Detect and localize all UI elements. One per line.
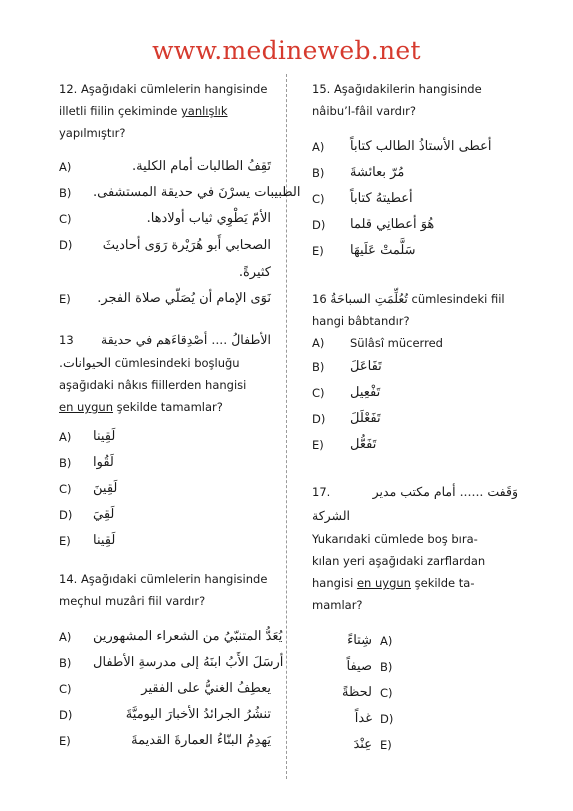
option-label: D)	[312, 412, 326, 426]
q13-line1	[59, 328, 271, 352]
option-label: B)	[380, 660, 393, 674]
option-text: Sülâsî mücerred	[350, 336, 443, 350]
option-label: B)	[312, 360, 325, 374]
option-label: E)	[380, 738, 392, 752]
q12-option-b[interactable]	[59, 180, 301, 206]
right-column	[312, 78, 518, 758]
q14-option-c[interactable]	[59, 676, 271, 702]
option-text: شِتاءً	[347, 633, 372, 648]
q13-arabic-2: الحيوانات.	[59, 355, 112, 370]
option-label: A)	[380, 634, 393, 648]
q13-underlined: en uygun	[59, 400, 113, 414]
option-text: الطبيبات يسرْنَ في حديقة المستشفى.	[93, 185, 301, 200]
option-text: أعطيتهُ كتاباً	[350, 191, 413, 206]
option-text: لَقِيَ	[93, 507, 115, 522]
q13-number: 13	[59, 333, 74, 347]
left-column	[59, 78, 301, 754]
option-text: يعطِفُ الغنيُّ على الفقير	[141, 681, 271, 696]
option-label: E)	[59, 292, 71, 306]
q16-option-a[interactable]	[312, 332, 518, 354]
q12-line2-text: illetli fiilin çekiminde	[59, 104, 181, 118]
option-text: أعطى الأستاذُ الطالب كتاباً	[350, 139, 492, 154]
q14-option-a[interactable]	[59, 624, 283, 650]
q13-option-a[interactable]	[59, 424, 271, 450]
question-16	[312, 288, 518, 458]
question-15	[312, 78, 518, 264]
option-label: C)	[380, 686, 393, 700]
option-text: تَقِفُ الطالبات أمام الكلية.	[132, 159, 271, 174]
q15-option-b[interactable]	[312, 160, 518, 186]
site-watermark: www.medineweb.net	[152, 36, 421, 65]
option-label: C)	[312, 192, 325, 206]
q13-line4-text: şekilde tamamlar?	[113, 400, 223, 414]
q12-option-e[interactable]	[59, 286, 271, 312]
option-text: سَلَّمتْ عَلَيهَا	[350, 243, 416, 258]
q15-line2: nâibu’l-fâil vardır?	[312, 104, 416, 118]
option-text: الأمّ يَطْوِي ثياب أولادها.	[146, 211, 271, 226]
q16-line2: hangi bâbtandır?	[312, 314, 410, 328]
option-text: مُرّ بعائشةَ	[350, 165, 405, 180]
option-label: E)	[59, 734, 71, 748]
q13-option-e[interactable]	[59, 528, 271, 554]
q16-option-c[interactable]	[312, 380, 518, 406]
option-label: B)	[59, 656, 72, 670]
q12-line1: 12. Aşağıdaki cümlelerin hangisinde	[59, 82, 268, 96]
q16-option-b[interactable]	[312, 354, 518, 380]
q13-arabic-1: الأطفالُ .... أصْدِقاءَهم في حديقة	[101, 332, 271, 347]
option-label: D)	[380, 712, 394, 726]
option-label: D)	[312, 218, 326, 232]
option-label: C)	[59, 212, 72, 226]
option-text: أرسَلَ الأَبُ ابنَهُ إلى مدرسةِ الأطفال	[93, 655, 284, 670]
option-label: D)	[59, 238, 73, 252]
q17-option-c[interactable]	[312, 680, 518, 706]
option-text: تَفَعْلَلَ	[350, 411, 381, 426]
option-label: E)	[312, 438, 324, 452]
option-label: C)	[312, 386, 325, 400]
q17-arabic-2: الشركة	[312, 508, 350, 523]
option-text: نَوَى الإمام أن يُصَلّي صلاة الفجر.	[97, 291, 271, 306]
option-label: C)	[59, 482, 72, 496]
option-label: A)	[312, 140, 325, 154]
option-label: D)	[59, 508, 73, 522]
option-text: لَقِينَ	[93, 481, 118, 496]
q12-option-c[interactable]	[59, 206, 271, 232]
q13-option-b[interactable]	[59, 450, 271, 476]
option-text: لَقِينا	[93, 533, 116, 548]
option-label: D)	[59, 708, 73, 722]
option-text: تَفْعِيل	[350, 385, 381, 400]
option-text: لحظةً	[342, 685, 372, 700]
q17-line4: kılan yeri aşağıdaki zarflardan	[312, 554, 486, 568]
q15-line1: 15. Aşağıdakilerin hangisinde	[312, 82, 482, 96]
question-13	[59, 328, 271, 554]
q12-line3: yapılmıştır?	[59, 126, 126, 140]
option-text: يَهدِمُ البنّاءُ العمارةَ القديمةَ	[131, 733, 271, 748]
q16-option-e[interactable]	[312, 432, 518, 458]
q17-option-e[interactable]	[312, 732, 518, 758]
option-text: تَفَعُّل	[350, 437, 377, 452]
option-text: الصحابي أَبو هُرَيْرة رَوَى أحاديثَ كثيرةً.	[102, 238, 271, 280]
q12-line2	[59, 100, 271, 122]
option-label: E)	[312, 244, 324, 258]
q12-option-d[interactable]	[59, 232, 271, 286]
option-label: B)	[312, 166, 325, 180]
question-14	[59, 568, 284, 754]
q17-line5	[312, 572, 518, 594]
q13-option-d[interactable]	[59, 502, 271, 528]
q12-option-a[interactable]	[59, 154, 271, 180]
option-label: C)	[59, 682, 72, 696]
q14-option-e[interactable]	[59, 728, 271, 754]
option-text: غداً	[354, 711, 372, 726]
q16-option-d[interactable]	[312, 406, 518, 432]
option-label: A)	[59, 160, 72, 174]
option-label: A)	[59, 630, 72, 644]
option-text: عِنْدَ	[353, 737, 372, 752]
q12-underlined: yanlışlık	[180, 104, 228, 118]
q17-number: 17.	[312, 485, 331, 499]
q15-option-e[interactable]	[312, 238, 518, 264]
q17-line5-tail: şekilde ta-	[410, 576, 475, 590]
q15-option-d[interactable]	[312, 212, 518, 238]
q15-option-a[interactable]	[312, 134, 518, 160]
q15-option-c[interactable]	[312, 186, 518, 212]
q16-line1-text: cümlesindeki fiil	[407, 292, 505, 306]
option-label: B)	[59, 456, 72, 470]
q14-line2: meçhul muzâri fiil vardır?	[59, 594, 206, 608]
option-text: لَقُوا	[93, 455, 114, 470]
q14-line1: 14. Aşağıdaki cümlelerin hangisinde	[59, 572, 268, 586]
option-label: A)	[59, 430, 72, 444]
q17-arabic-1: وَقَفت ...... أمام مكتب مدير	[372, 484, 518, 499]
q13-line2-text: cümlesindeki boşluğu	[111, 356, 240, 370]
q17-option-d[interactable]	[312, 706, 518, 732]
option-label: B)	[59, 186, 72, 200]
q13-line2	[59, 352, 271, 374]
q16-arabic: تُعُلِّمَتِ السباحَةُ	[330, 291, 408, 306]
option-text: تنشُرُ الجرائدُ الأخبارَ اليوميَّةَ	[125, 707, 271, 722]
q17-line3: Yukarıdaki cümlede boş bıra-	[312, 532, 478, 546]
option-text: لَقِينا	[93, 429, 116, 444]
q17-line6: mamlar?	[312, 598, 363, 612]
q17-line5-text: hangisi	[312, 576, 357, 590]
option-text: هُوَ أعطانِي قلما	[350, 217, 435, 232]
q16-number: 16	[312, 292, 327, 306]
q13-line3: aşağıdaki nâkıs fiillerden hangisi	[59, 378, 247, 392]
q16-line1	[312, 288, 518, 310]
q17-option-b[interactable]	[312, 654, 518, 680]
q14-option-b[interactable]	[59, 650, 284, 676]
option-text: يُعَدُّ المتنبّيُ من الشعراء المشهورين	[93, 629, 283, 644]
q14-option-d[interactable]	[59, 702, 271, 728]
question-17	[312, 480, 518, 758]
q13-option-c[interactable]	[59, 476, 271, 502]
option-text: صيفاً	[346, 659, 372, 674]
option-label: A)	[312, 336, 325, 350]
q17-option-a[interactable]	[312, 628, 518, 654]
q13-line4	[59, 396, 271, 418]
q17-line1	[312, 480, 518, 504]
q17-underlined: en uygun	[356, 576, 411, 590]
option-text: تَفَاعَلَ	[350, 359, 382, 374]
q17-line2	[312, 504, 518, 528]
question-12	[59, 78, 301, 312]
option-label: E)	[59, 534, 71, 548]
